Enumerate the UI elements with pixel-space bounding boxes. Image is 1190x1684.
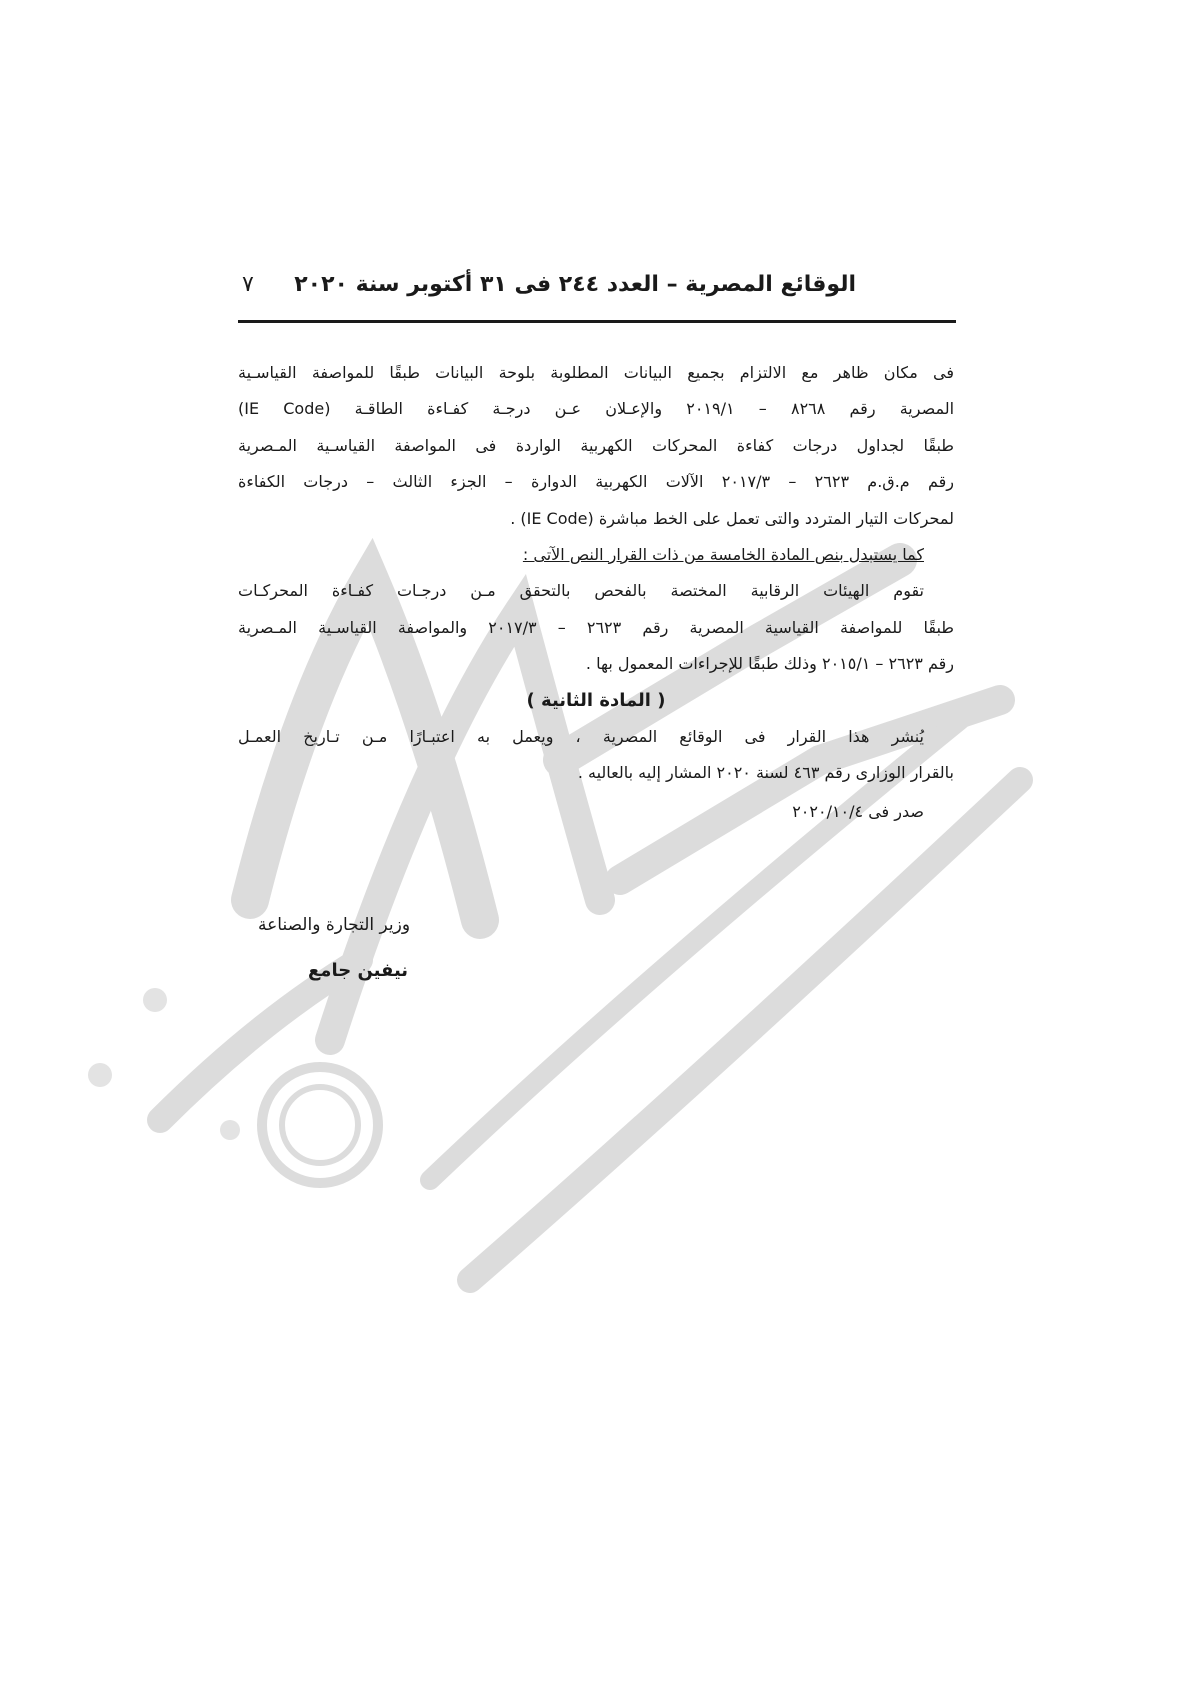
minister-title: وزير التجارة والصناعة [258, 915, 411, 935]
replacement-line: طبقًا للمواصفة القياسية المصرية رقم ٢٦٢٣ – ٢٠١٧/٣ والمواصفة القياسـية المـصرية [238, 617, 954, 637]
page-number: ٧ [242, 272, 254, 297]
body-line: لمحركات التيار المتردد والتى تعمل على الخط مباشرة (IE Code) . [510, 508, 954, 528]
body-line: طبقًا لجداول درجات كفاءة المحركات الكهربية الواردة فى المواصفة القياسـية المـصرية [238, 435, 954, 455]
header-rule [238, 320, 956, 323]
body-line: فى مكان ظاهر مع الالتزام بجميع البيانات المطلوبة بلوحة البيانات طبقًا للمواصفة القياسـية [238, 363, 954, 382]
body-line: المصرية رقم ٨٢٦٨ – ٢٠١٩/١ والإعـلان عـن درجـة كفـاءة الطاقـة (IE Code) [238, 399, 954, 419]
replacement-intro [238, 537, 954, 573]
article-line: يُنشر هذا القرار فى الوقائع المصرية ، ويعمل به اعتبـارًا مـن تـاريخ العمـل [238, 726, 924, 746]
replacement-line: تقوم الهيئات الرقابية المختصة بالفحص بالتحقق مـن درجـات كفـاءة المحركـات [238, 581, 924, 601]
replacement-intro-text: كما يستبدل بنص المادة الخامسة من ذات القرار النص الآتى : [522, 544, 924, 564]
minister-name: نيفين جامع [308, 960, 409, 981]
gazette-title: الوقائع المصرية – العدد ٢٤٤ فى ٣١ أكتوبر سنة ٢٠٢٠ [294, 272, 856, 297]
document-body [238, 355, 954, 832]
issue-date: صدر فى ٢٠٢٠/١٠/٤ [792, 801, 924, 821]
body-line: رقم م.ق.م ٢٦٢٣ – ٢٠١٧/٣ الآلات الكهربية الدوارة – الجزء الثالث – درجات الكفاءة [238, 472, 954, 492]
article-heading: ( المادة الثانية ) [526, 689, 666, 711]
article-line: بالقرار الوزارى رقم ٤٦٣ لسنة ٢٠٢٠ المشار إليه بالعاليه . [577, 763, 954, 783]
replacement-line: رقم ٢٦٢٣ – ٢٠١٥/١ وذلك طبقًا للإجراءات المعمول بها . [585, 654, 954, 674]
page-header [238, 272, 956, 306]
